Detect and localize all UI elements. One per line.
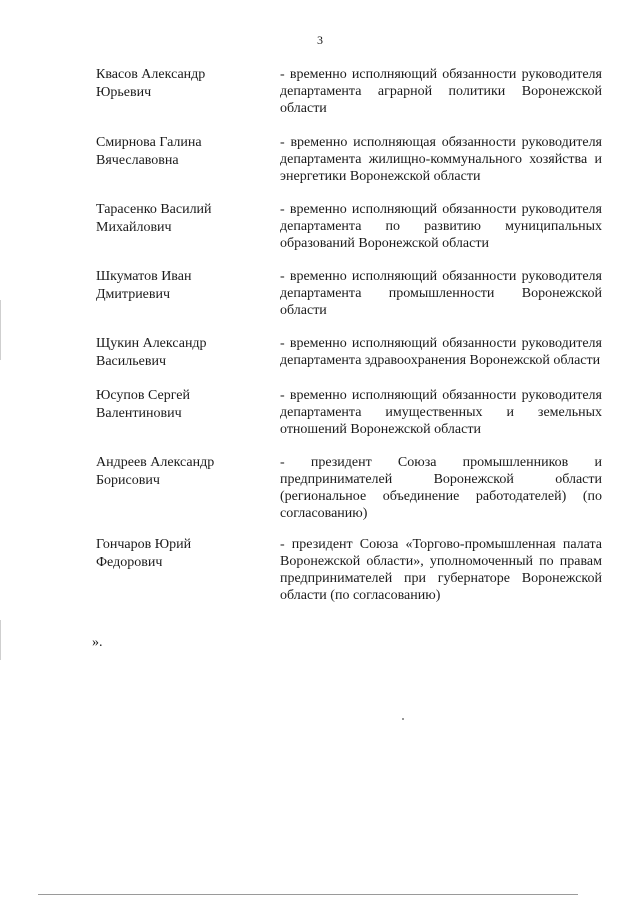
member-entry	[96, 454, 602, 522]
scan-bottom-edge	[38, 894, 578, 895]
member-surname-first: Гончаров Юрий	[96, 537, 192, 552]
member-role: - временно исполняющий обязанности руководителя департамента аграрной политики Воронежской области	[280, 67, 602, 116]
member-role: - временно исполняющий обязанности руководителя департамента промышленности Воронежской области	[280, 269, 602, 318]
member-patronymic: Юрьевич	[96, 85, 152, 100]
member-name	[96, 134, 280, 170]
member-surname-first: Смирнова Галина	[96, 135, 202, 150]
member-patronymic: Федорович	[96, 555, 163, 570]
member-role: - временно исполняющий обязанности руководителя департамента по развитию муниципальных образований Воронежской области	[280, 202, 602, 251]
member-name	[96, 387, 280, 423]
member-surname-first: Тарасенко Василий	[96, 202, 212, 217]
scan-edge-mark	[0, 300, 1, 360]
member-role: - президент Союза «Торгово-промышленная палата Воронежской области», уполномоченный по правам предпринимателей при губернаторе Воронежской области (по согласованию)	[280, 537, 602, 603]
member-role: - президент Союза промышленников и предпринимателей Воронежской области (региональное объединение работодателей) (по согласованию)	[280, 455, 602, 521]
member-role: - временно исполняющий обязанности руководителя департамента здравоохранения Воронежской области	[280, 336, 602, 368]
member-patronymic: Вячеславовна	[96, 153, 179, 168]
member-entry	[96, 66, 602, 117]
member-name	[96, 536, 280, 572]
member-name	[96, 201, 280, 237]
closing-quote: ».	[92, 635, 103, 650]
member-patronymic: Борисович	[96, 473, 160, 488]
member-name	[96, 335, 280, 371]
member-surname-first: Шкуматов Иван	[96, 269, 192, 284]
member-patronymic: Михайлович	[96, 220, 172, 235]
member-entry	[96, 268, 602, 319]
member-name	[96, 454, 280, 490]
member-entry	[96, 201, 602, 252]
member-entry	[96, 387, 602, 438]
member-surname-first: Андреев Александр	[96, 455, 215, 470]
member-surname-first: Квасов Александр	[96, 67, 206, 82]
member-patronymic: Васильевич	[96, 354, 166, 369]
member-role: - временно исполняющая обязанности руководителя департамента жилищно-коммунального хозяйства и энергетики Воронежской области	[280, 135, 602, 184]
member-patronymic: Валентинович	[96, 406, 182, 421]
member-name	[96, 268, 280, 304]
member-surname-first: Щукин Александр	[96, 336, 207, 351]
page-number: 3	[317, 33, 323, 47]
scan-speck	[402, 718, 404, 720]
member-surname-first: Юсупов Сергей	[96, 388, 191, 403]
scan-edge-mark	[0, 620, 1, 660]
member-patronymic: Дмитриевич	[96, 287, 171, 302]
members-list	[96, 66, 602, 604]
member-entry	[96, 536, 602, 604]
member-role: - временно исполняющий обязанности руководителя департамента имущественных и земельных отношений Воронежской области	[280, 388, 602, 437]
member-name	[96, 66, 280, 102]
member-entry	[96, 134, 602, 185]
member-entry	[96, 335, 602, 371]
